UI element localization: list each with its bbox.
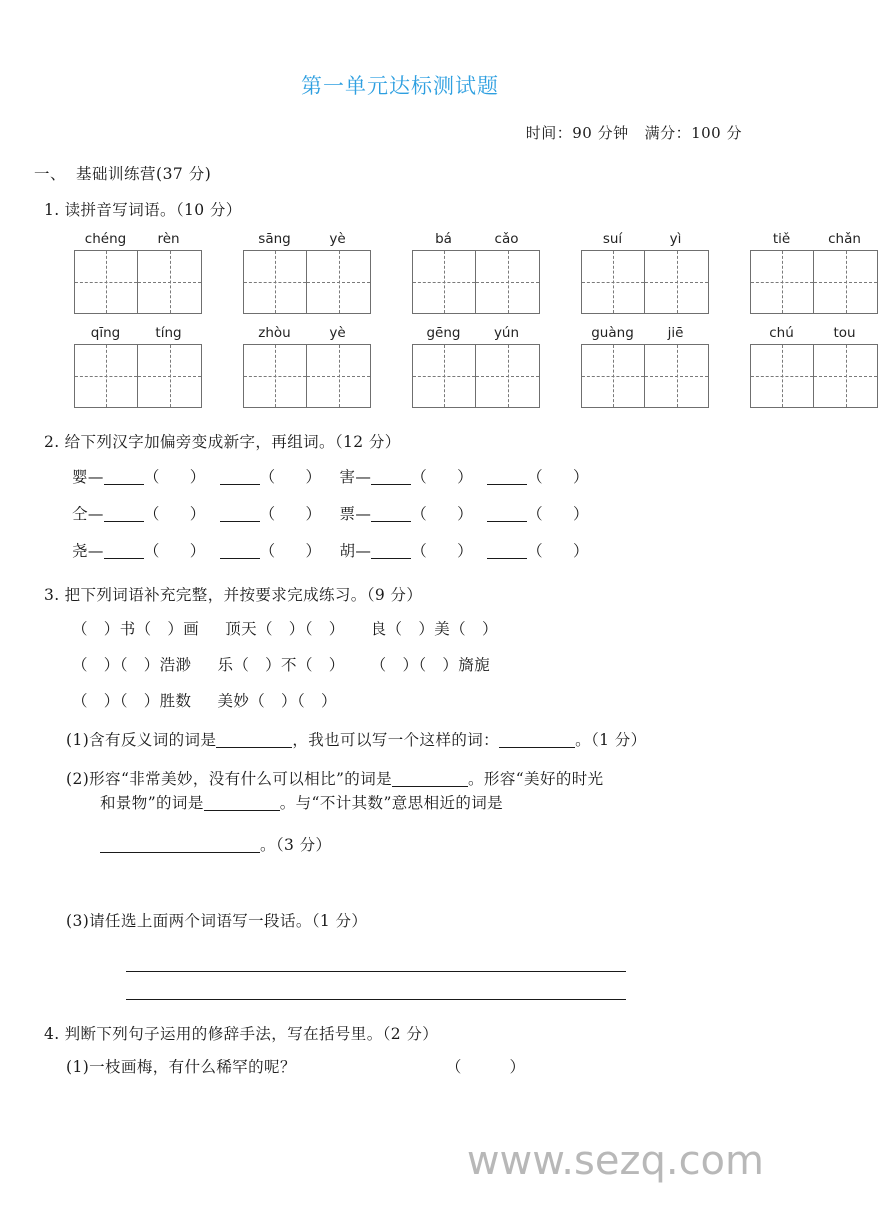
pinyin-syllable: yè (329, 231, 346, 248)
sentence-text: (1)一枝画梅，有什么稀罕的呢？ (66, 1058, 296, 1077)
tianzige-cell[interactable] (476, 345, 539, 407)
base-character: 仝— (72, 505, 104, 524)
pinyin-syllable: chéng (84, 231, 127, 248)
base-character: 尧— (72, 542, 104, 561)
writing-answer-line[interactable] (126, 971, 626, 972)
new-char-blank[interactable] (104, 521, 144, 522)
pinyin-word-unit (412, 231, 540, 314)
pinyin-syllable: zhòu (258, 325, 291, 342)
question-2-prompt: 给下列汉字加偏旁变成新字，再组词。（12 分） (64, 433, 401, 452)
worksheet-page (0, 74, 861, 1206)
pinyin-syllable: yún (493, 325, 520, 342)
question-3-sub-2 (0, 767, 800, 791)
pinyin-word-unit (750, 231, 878, 314)
idiom-row (0, 617, 800, 641)
idiom-row (0, 689, 800, 713)
pinyin-syllable: qīng (90, 325, 121, 342)
question-3-sub-3 (0, 909, 800, 933)
sub-3-text: (3)请任选上面两个词语写一段话。（1 分） (66, 912, 368, 931)
question-3-prompt: 把下列词语补充完整，并按要求完成练习。（9 分） (64, 586, 423, 605)
sub-2-text-b: 。形容“美好的时光 (468, 770, 604, 789)
tianzige-cell[interactable] (814, 251, 877, 313)
pinyin-syllable: chǎn (828, 231, 861, 248)
pinyin-labels (74, 325, 202, 341)
tianzige-grid[interactable] (750, 344, 878, 408)
answer-blank[interactable] (204, 810, 280, 811)
pinyin-syllable: jiē (667, 325, 684, 342)
sub-1-text-c: 。（1 分） (575, 731, 647, 750)
pinyin-syllable: cǎo (494, 231, 519, 248)
tianzige-grid[interactable] (74, 344, 202, 408)
pinyin-word-unit (243, 325, 371, 408)
tianzige-cell[interactable] (751, 251, 814, 313)
pinyin-word-unit (581, 231, 709, 314)
pinyin-syllable: sāng (258, 231, 291, 248)
question-4-item-1 (0, 1055, 800, 1079)
new-char-blank[interactable] (371, 558, 411, 559)
pinyin-word-unit (581, 325, 709, 408)
base-character: 婴— (72, 468, 104, 487)
sub-2-text-e: 。（3 分） (260, 836, 332, 855)
pinyin-syllable: bá (435, 231, 452, 248)
tianzige-grid[interactable] (412, 344, 540, 408)
tianzige-cell[interactable] (307, 251, 370, 313)
total-score-label: 满分：100 分 (644, 124, 742, 143)
radical-row: 尧— （ ） （ ） 胡— （ ） （ ） (72, 542, 589, 561)
idiom-blank-item[interactable]: （ ）（ ）旖旎 (370, 656, 491, 675)
sub-1-text-a: (1)含有反义词的词是 (66, 731, 217, 750)
idiom-blank-item[interactable]: （ ）（ ）浩渺 (72, 656, 192, 675)
sub-2-text-a: (2)形容“非常美妙，没有什么可以相比”的词是 (66, 770, 393, 789)
tianzige-cell[interactable] (645, 251, 708, 313)
pinyin-syllable: gēng (426, 325, 461, 342)
pinyin-syllable: tou (833, 325, 856, 342)
new-char-blank[interactable] (220, 484, 260, 485)
idiom-blank-item[interactable]: （ ）（ ）胜数 (72, 692, 192, 711)
pinyin-row-2 (0, 325, 856, 408)
pinyin-syllable: chú (769, 325, 794, 342)
idiom-blank-item[interactable]: 乐（ ）不（ ） (217, 656, 345, 675)
pinyin-labels (412, 231, 540, 247)
tianzige-cell[interactable] (244, 251, 307, 313)
answer-parenthesis[interactable]: （ ） (445, 1058, 526, 1077)
answer-blank[interactable] (100, 852, 260, 853)
new-char-blank[interactable] (487, 484, 527, 485)
question-2-number: 2. (44, 433, 60, 452)
tianzige-grid[interactable] (74, 250, 202, 314)
pinyin-labels (243, 231, 371, 247)
answer-blank[interactable] (499, 747, 575, 748)
idiom-blank-item[interactable]: 美妙（ ）（ ） (217, 692, 337, 711)
base-character: 害— (339, 468, 372, 487)
tianzige-cell[interactable] (413, 345, 476, 407)
pinyin-syllable: yì (669, 231, 682, 248)
new-char-blank[interactable] (371, 484, 411, 485)
tianzige-cell[interactable] (307, 345, 370, 407)
new-char-blank[interactable] (104, 484, 144, 485)
tianzige-cell[interactable] (138, 345, 201, 407)
question-1-number: 1. (44, 201, 60, 220)
pinyin-word-unit (243, 231, 371, 314)
question-1-heading (0, 198, 800, 220)
tianzige-grid[interactable] (750, 250, 878, 314)
tianzige-cell[interactable] (582, 345, 645, 407)
pinyin-labels (412, 325, 540, 341)
question-3-sub-1 (0, 728, 800, 752)
new-char-blank[interactable] (371, 521, 411, 522)
tianzige-cell[interactable] (476, 251, 539, 313)
pinyin-labels (74, 231, 202, 247)
pinyin-word-unit (412, 325, 540, 408)
tianzige-cell[interactable] (814, 345, 877, 407)
section-heading (0, 162, 800, 184)
tianzige-cell[interactable] (751, 345, 814, 407)
question-1-prompt: 读拼音写词语。（10 分） (64, 201, 242, 220)
tianzige-cell[interactable] (138, 251, 201, 313)
pinyin-syllable: suí (602, 231, 623, 248)
new-char-blank[interactable] (487, 521, 527, 522)
tianzige-cell[interactable] (75, 345, 138, 407)
tianzige-cell[interactable] (413, 251, 476, 313)
pinyin-labels (750, 231, 878, 247)
pinyin-labels (243, 325, 371, 341)
pinyin-syllable: tiě (772, 231, 791, 248)
idiom-blank-item[interactable]: （ ）书（ ）画 (72, 620, 200, 639)
answer-blank[interactable] (392, 786, 468, 787)
new-char-blank[interactable] (487, 558, 527, 559)
question-3-sub-2-cont (0, 791, 800, 815)
idiom-blank-item[interactable]: 良（ ）美（ ） (370, 620, 498, 639)
tianzige-grid[interactable] (581, 250, 709, 314)
sub-2-text-d: 。与“不计其数”意思相近的词是 (279, 794, 504, 813)
tianzige-grid[interactable] (412, 250, 540, 314)
pinyin-word-unit (74, 231, 202, 314)
sub-1-text-b: ，我也可以写一个这样的词： (292, 731, 500, 750)
pinyin-word-unit (74, 325, 202, 408)
question-4-prompt: 判断下列句子运用的修辞手法，写在括号里。（2 分） (64, 1025, 439, 1044)
answer-blank[interactable] (216, 747, 292, 748)
base-character: 胡— (339, 542, 372, 561)
pinyin-word-unit (750, 325, 878, 408)
section-number: 一、 (34, 165, 67, 184)
tianzige-cell[interactable] (75, 251, 138, 313)
sub-2-text-c: 和景物”的词是 (100, 794, 204, 813)
time-limit-label: 时间：90 分钟 (525, 124, 629, 143)
writing-answer-line[interactable] (126, 999, 626, 1000)
new-char-blank[interactable] (220, 521, 260, 522)
pinyin-syllable: guàng (591, 325, 634, 342)
tianzige-cell[interactable] (244, 345, 307, 407)
question-3-heading (0, 583, 800, 605)
tianzige-cell[interactable] (645, 345, 708, 407)
idiom-row (0, 653, 800, 677)
idiom-blank-item[interactable]: 顶天（ ）（ ） (225, 620, 345, 639)
question-3-number: 3. (44, 586, 60, 605)
question-4-heading (0, 1022, 800, 1044)
pinyin-labels (581, 325, 709, 341)
pinyin-syllable: rèn (157, 231, 180, 248)
base-character: 票— (339, 505, 372, 524)
new-char-blank[interactable] (220, 558, 260, 559)
pinyin-labels (750, 325, 878, 341)
tianzige-grid[interactable] (243, 250, 371, 314)
site-watermark: www.sezq.com (466, 1138, 764, 1184)
radical-row: 仝— （ ） （ ） 票— （ ） （ ） (72, 505, 589, 524)
tianzige-cell[interactable] (582, 251, 645, 313)
question-4-number: 4. (44, 1025, 60, 1044)
tianzige-grid[interactable] (581, 344, 709, 408)
question-2-heading (0, 430, 800, 452)
tianzige-grid[interactable] (243, 344, 371, 408)
section-name: 基础训练营(37 分) (76, 165, 212, 184)
pinyin-labels (581, 231, 709, 247)
new-char-blank[interactable] (104, 558, 144, 559)
pinyin-syllable: yè (329, 325, 346, 342)
exam-meta (0, 122, 800, 143)
question-3-sub-2-blank-line (0, 833, 800, 857)
pinyin-row-1 (0, 231, 861, 314)
page-title: 第一单元达标测试题 (301, 74, 499, 98)
pinyin-syllable: tíng (155, 325, 182, 342)
radical-row: 婴— （ ） （ ） 害— （ ） （ ） (72, 468, 589, 487)
